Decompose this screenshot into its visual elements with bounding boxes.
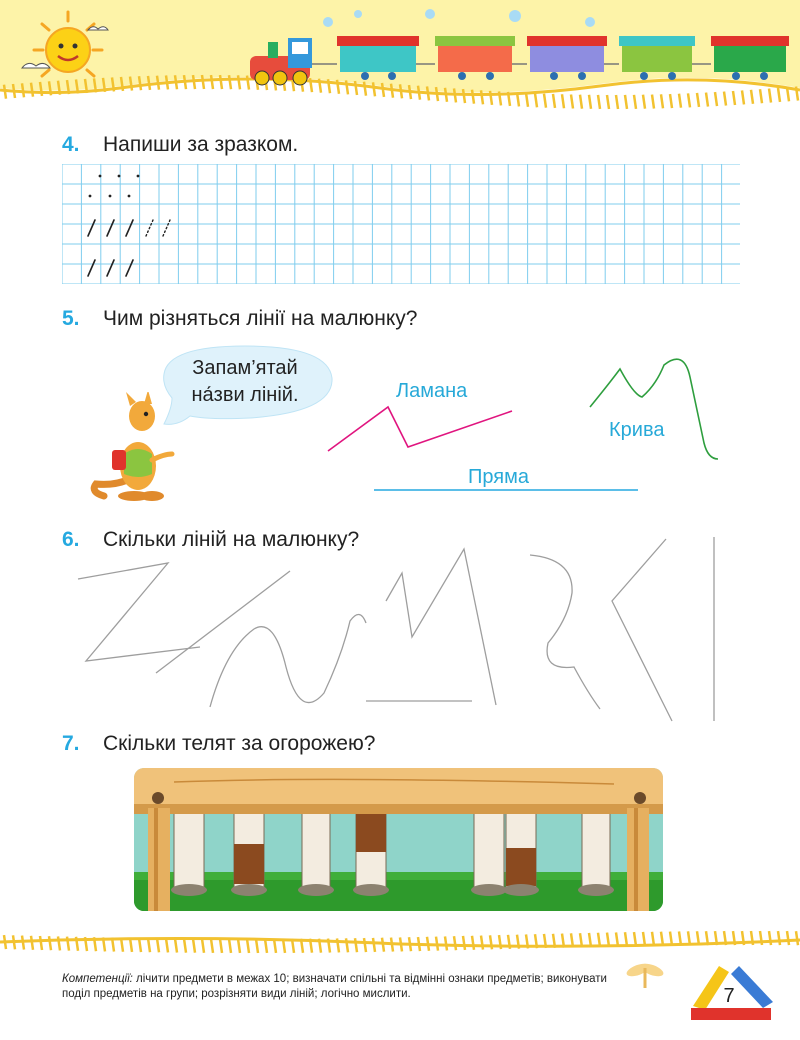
page-number: 7 [723, 985, 735, 1007]
bubble-line-1: Запам’ятай [192, 357, 298, 379]
writing-grid [62, 164, 740, 284]
task-6-text: Скільки ліній на малюнку? [103, 528, 360, 551]
task-4-number: 4. [62, 133, 80, 156]
competencies-note [62, 972, 622, 1002]
fence-icon [134, 768, 663, 911]
curve-line-label: Крива [609, 419, 665, 441]
bubble-line-2: на́зви ліній. [191, 384, 299, 406]
task-7-text: Скільки телят за огорожею? [103, 732, 376, 755]
dragonfly-icon [624, 960, 668, 990]
broken-line [328, 407, 512, 451]
task-4-text: Напиши за зразком. [103, 133, 299, 156]
footer-border [0, 920, 800, 960]
task-7-number: 7. [62, 732, 80, 755]
train-icon [240, 8, 800, 86]
curve-line [590, 359, 718, 459]
broken-line-label: Ламана [396, 380, 468, 402]
competencies-label: Компетенції: [62, 973, 133, 985]
kangaroo-icon [86, 392, 186, 504]
straight-line-label: Пряма [468, 466, 529, 488]
competencies-text: лічити предмети в межах 10; визначати спільні та відмінні ознаки предметів; виконувати поділ предметів на групи; розрізняти види ліній; логічно мислити. [62, 973, 607, 1000]
task-6-number: 6. [62, 528, 80, 551]
sun-icon [20, 8, 115, 88]
task-5-number: 5. [62, 307, 80, 330]
task-5-text: Чим різняться лінії на малюнку? [103, 307, 418, 330]
count-lines-figure [60, 525, 740, 735]
